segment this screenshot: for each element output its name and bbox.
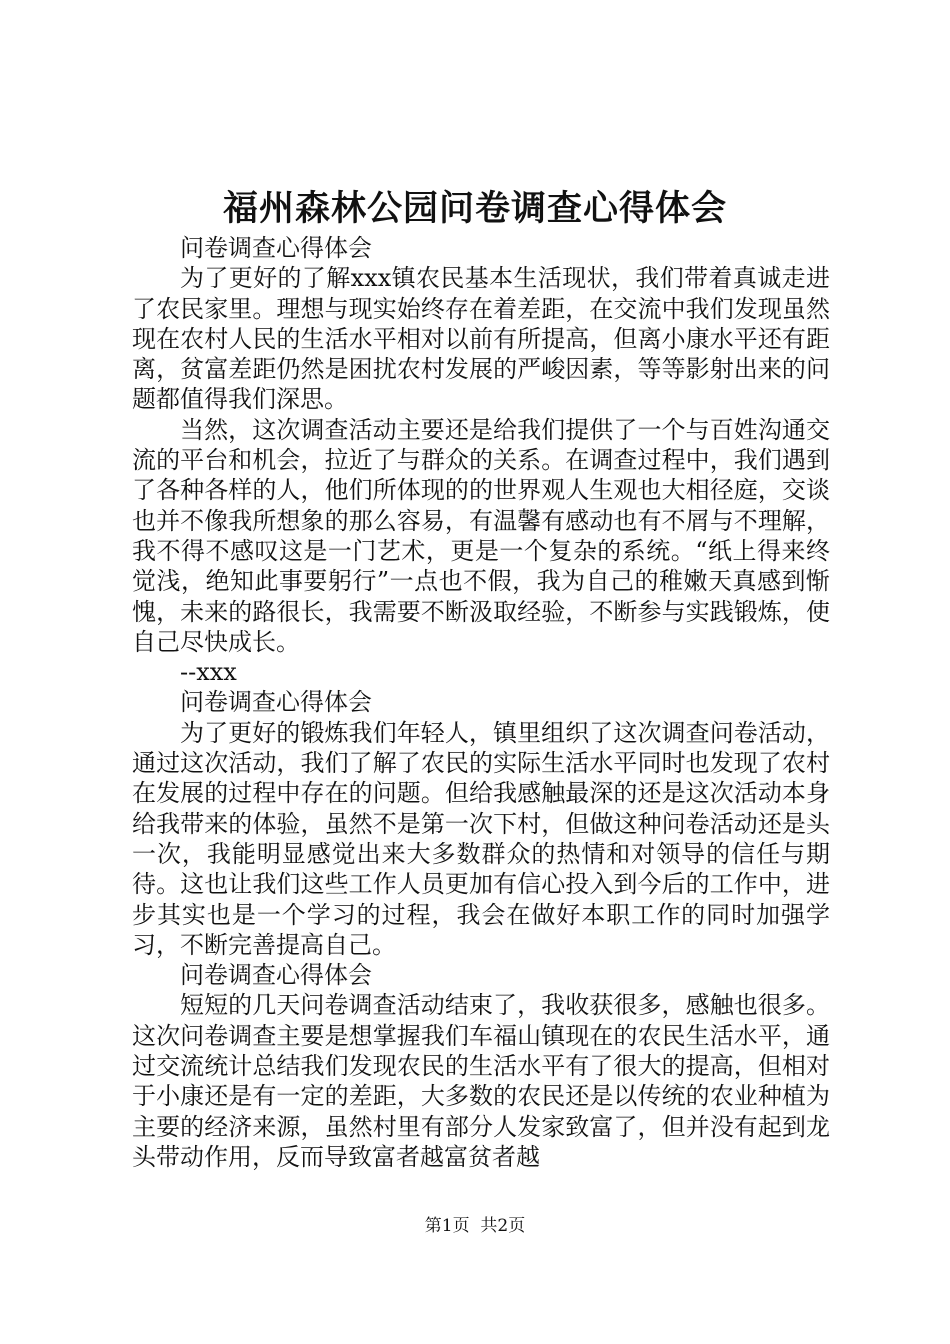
page-number: 第1页 [424, 1216, 470, 1236]
document-body [132, 233, 830, 1172]
body-paragraph: 短短的几天问卷调查活动结束了，我收获很多，感触也很多。这次问卷调查主要是想掌握我们车福山镇现在的农民生活水平，通过交流统计总结我们发现农民的生活水平有了很大的提高，但相对于小康还是有一定的差距，大多数的农民还是以传统的农业种植为主要的经济来源，虽然村里有部分人发家致富了，但并没有起到龙头带动作用，反而导致富者越富贫者越 [132, 991, 830, 1171]
document-title: 福州森林公园问卷调查心得体会 [222, 188, 727, 229]
section-heading: 问卷调查心得体会 [180, 688, 372, 717]
body-paragraph: 当然，这次调查活动主要还是给我们提供了一个与百姓沟通交流的平台和机会，拉近了与群众的关系。在调查过程中，我们遇到了各种各样的人，他们所体现的的世界观人生观也大相径庭，交谈也并不像我所想象的那么容易，有温馨有感动也有不屑与不理解，我不得不感叹这是一门艺术，更是一个复杂的系统。“纸上得来终觉浅，绝知此事要躬行”一点也不假，我为自己的稚嫩天真感到惭愧，未来的路很长，我需要不断汲取经验，不断参与实践锻炼，使自己尽快成长。 [132, 415, 830, 656]
page-footer [0, 1214, 950, 1238]
section-heading: 问卷调查心得体会 [180, 234, 372, 262]
body-paragraph: 为了更好的锻炼我们年轻人，镇里组织了这次调查问卷活动，通过这次活动，我们了解了农民的实际生活水平同时也发现了农村在发展的过程中存在的问题。但给我感触最深的还是这次活动本身给我带来的体验，虽然不是第一次下村，但做这种问卷活动还是头一次，我能明显感觉出来大多数群众的热情和对领导的信任与期待。这也让我们这些工作人员更加有信心投入到今后的工作中，进步其实也是一个学习的过程，我会在做好本职工作的同时加强学习，不断完善提高自己。 [132, 718, 830, 959]
signature: --xxx [180, 658, 237, 687]
page-total: 共2页 [480, 1216, 526, 1236]
body-paragraph: 为了更好的了解xxx镇农民基本生活现状，我们带着真诚走进了农民家里。理想与现实始终存在着差距，在交流中我们发现虽然现在农村人民的生活水平相对以前有所提高，但离小康水平还有距离，贫富差距仍然是困扰农村发展的严峻因素，等等影射出来的问题都值得我们深思。 [132, 264, 830, 414]
section-heading: 问卷调查心得体会 [180, 961, 372, 990]
